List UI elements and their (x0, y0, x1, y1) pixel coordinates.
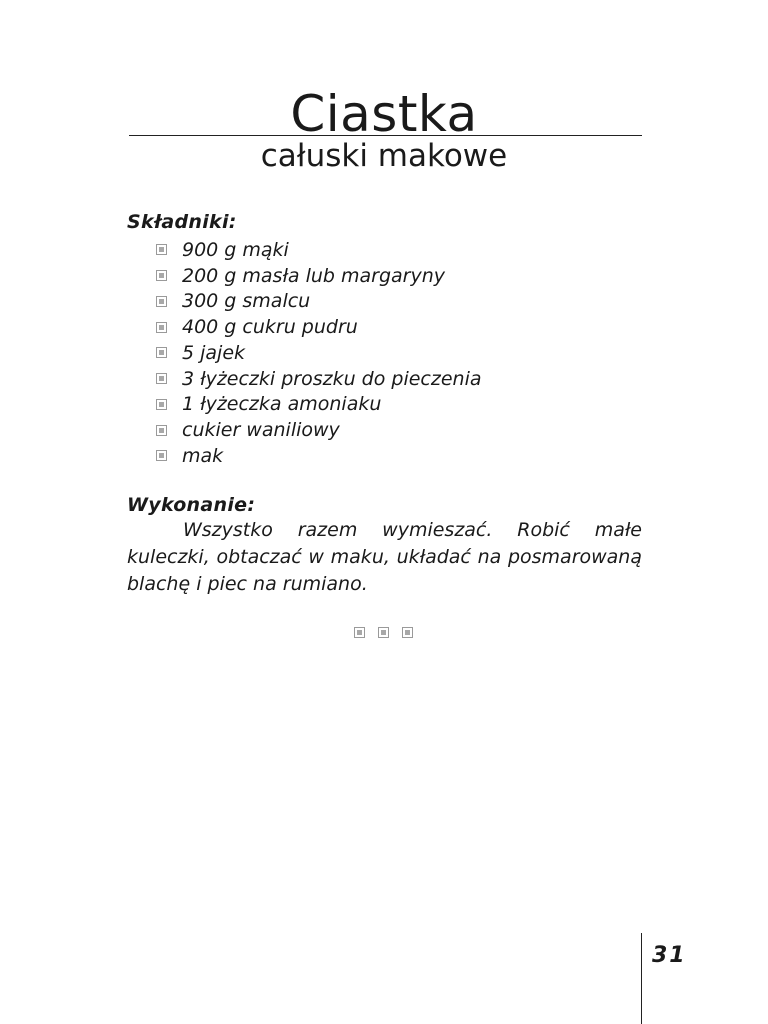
list-item (156, 340, 482, 366)
page-title: Ciastka (290, 85, 478, 143)
recipe-subtitle: całuski makowe (260, 138, 508, 174)
ingredients-list (156, 237, 482, 469)
ingredients-heading: Składniki: (127, 211, 237, 233)
list-item (156, 392, 482, 418)
list-item (156, 417, 482, 443)
square-bullet-icon (156, 399, 167, 410)
ingredient-text: 3 łyżeczki proszku do pieczenia (182, 367, 482, 390)
ingredient-text: 200 g masła lub margaryny (182, 264, 446, 287)
section-separator (354, 627, 413, 638)
square-bullet-icon (378, 627, 389, 638)
page-number-divider (641, 933, 642, 1024)
square-bullet-icon (402, 627, 413, 638)
list-item (156, 443, 482, 469)
square-bullet-icon (156, 270, 167, 281)
square-bullet-icon (156, 373, 167, 384)
ingredient-text: 400 g cukru pudru (182, 316, 358, 339)
list-item (156, 263, 482, 289)
ingredient-text: 1 łyżeczka amoniaku (182, 393, 382, 416)
square-bullet-icon (354, 627, 365, 638)
method-text: Wszystko razem wymieszać. Robić małe kuleczki, obtaczać w maku, układać na posmarowaną blachę i piec na rumiano. (127, 519, 642, 595)
square-bullet-icon (156, 296, 167, 307)
ingredient-text: 5 jajek (182, 341, 246, 364)
square-bullet-icon (156, 347, 167, 358)
square-bullet-icon (156, 322, 167, 333)
page-number: 31 (652, 943, 687, 968)
ingredient-text: mak (182, 444, 224, 467)
list-item (156, 366, 482, 392)
ingredient-text: 300 g smalcu (182, 290, 311, 313)
square-bullet-icon (156, 244, 167, 255)
list-item (156, 314, 482, 340)
square-bullet-icon (156, 425, 167, 436)
ingredient-text: cukier waniliowy (182, 419, 340, 442)
list-item (156, 237, 482, 263)
list-item (156, 289, 482, 315)
square-bullet-icon (156, 450, 167, 461)
ingredient-text: 900 g mąki (182, 238, 289, 261)
method-heading: Wykonanie: (127, 494, 256, 516)
